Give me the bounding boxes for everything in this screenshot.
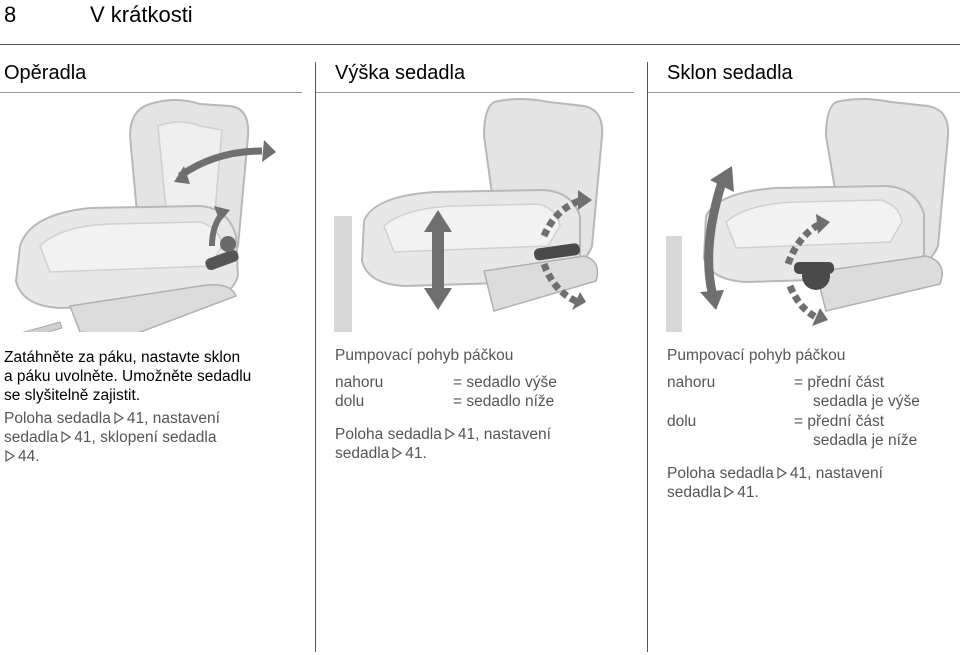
table-row-key: dolu [667,413,697,430]
header-rule [0,44,960,45]
table-row-value: = sedadlo výše [453,374,557,391]
instruction-intro: Pumpovací pohyb páčkou [667,347,846,364]
page-reference-arrow-icon [4,450,16,462]
table-row-value-cont: sedadla je výše [813,393,920,410]
table-row-value: = přední část [794,413,885,430]
page-number: 8 [4,2,17,27]
page-reference-arrow-icon [113,412,125,424]
column-divider-2 [647,62,648,652]
page-reference-arrow-icon [776,467,788,479]
section-title: Opěradla [4,62,87,84]
cross-reference-text: Poloha sedadla 41, nastavení sedadla 41. [335,426,551,462]
table-row-key: nahoru [335,374,384,391]
section-title-rule [0,92,302,93]
backrest-illustration [0,96,296,332]
page-reference-arrow-icon [723,486,735,498]
section-title-rule [316,92,634,93]
section-title-rule [648,92,960,93]
table-row-value: = přední část [794,374,885,391]
page-reference-arrow-icon [60,431,72,443]
section-title: Výška sedadla [335,62,466,84]
cross-reference-text: Poloha sedadla 41, nastavení sedadla 41, sklopení sedadla 44. [4,410,220,465]
table-row-key: nahoru [667,374,716,391]
table-row-value-cont: sedadla je níže [813,432,918,449]
page-header [0,0,960,46]
section-title: Sklon sedadla [667,62,793,84]
instruction-text: Zatáhněte za páku, nastavte sklon a páku uvolněte. Umožněte sedadlu se slyšitelně zajistit. [4,349,252,404]
page-reference-arrow-icon [391,447,403,459]
page-reference-arrow-icon [444,428,456,440]
column-divider-1 [315,62,316,652]
instruction-intro: Pumpovací pohyb páčkou [335,347,514,364]
cross-reference-text: Poloha sedadla 41, nastavení sedadla 41. [667,465,883,501]
table-row-key: dolu [335,393,365,410]
page-title: V krátkosti [90,2,193,27]
seat-height-illustration [334,96,624,332]
seat-tilt-illustration [666,96,956,332]
table-row-value: = sedadlo níže [453,393,555,410]
